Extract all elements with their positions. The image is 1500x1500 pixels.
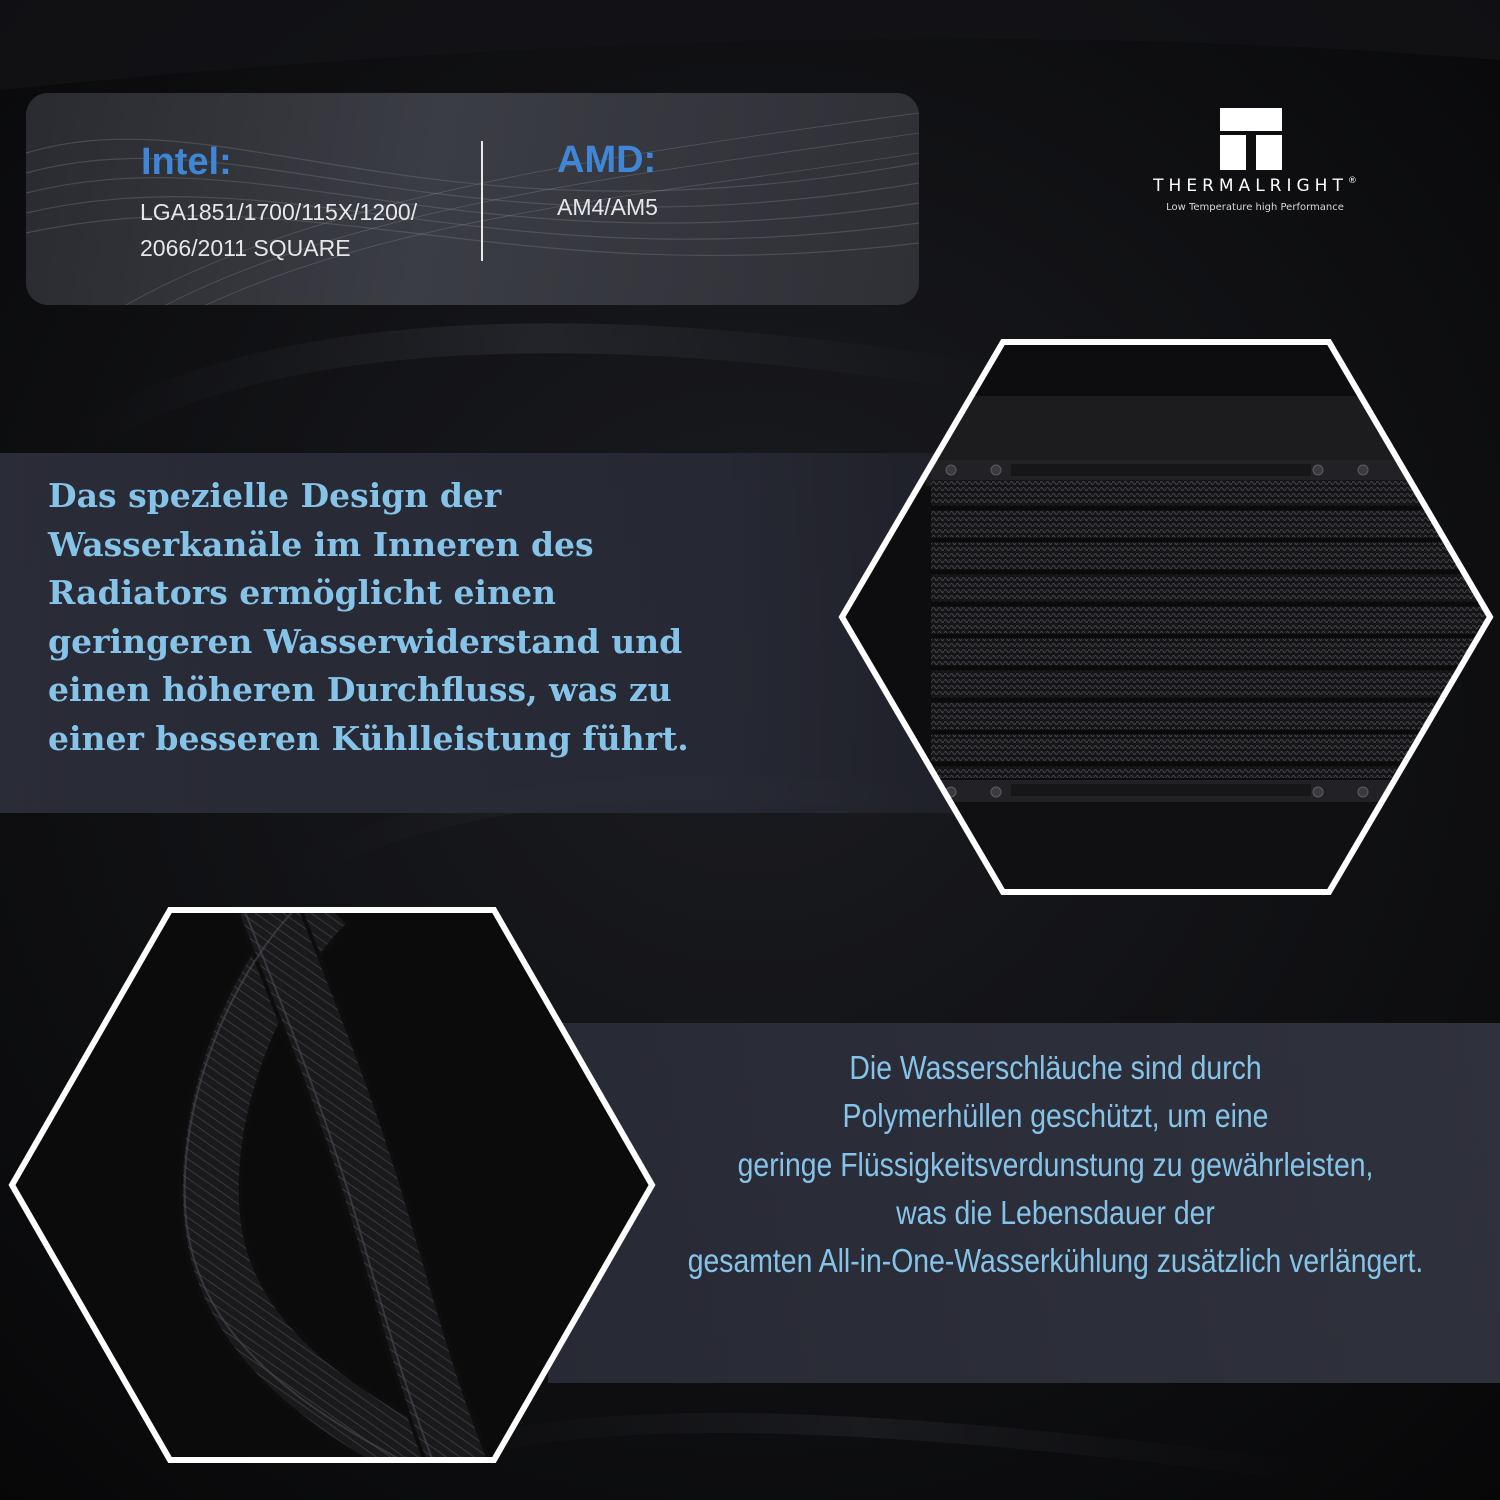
amd-sockets: AM4/AM5: [557, 194, 658, 220]
logo-wordmark: [1100, 176, 1410, 196]
intel-title: Intel:: [141, 141, 232, 183]
logo-tagline: Low Temperature high Performance: [1166, 202, 1344, 213]
registered-mark: ®: [1347, 176, 1357, 186]
logo-brand-text: THERMALRIGHT: [1153, 176, 1348, 196]
brand-logo: [1100, 108, 1410, 218]
tube-hexagon-image: [6, 904, 658, 1466]
intel-sockets-line2: 2066/2011 SQUARE: [140, 235, 351, 261]
tube-description: Die Wasserschläuche sind durch Polymerhüllen geschützt, um eine geringe Flüssigkeitsverdunstung zu gewährleisten, was die Lebensdauer der gesamten All-in-One-Wasserkühlung zusätzlich verlängert.: [687, 1049, 1424, 1280]
thermalright-t-icon: [1220, 108, 1282, 170]
amd-title: AMD:: [557, 139, 657, 181]
compatibility-card: [26, 93, 919, 305]
radiator-hexagon-image: [836, 336, 1500, 898]
radiator-description: Das spezielle Design der Wasserkanäle im Inneren des Radiators ermöglicht einen geringeren Wasserwiderstand und einen höheren Durchfluss, was zu einer besseren Kühlleistung führt.: [48, 476, 689, 758]
intel-sockets-line1: LGA1851/1700/115X/1200/: [140, 199, 418, 225]
compat-divider: [481, 141, 483, 261]
